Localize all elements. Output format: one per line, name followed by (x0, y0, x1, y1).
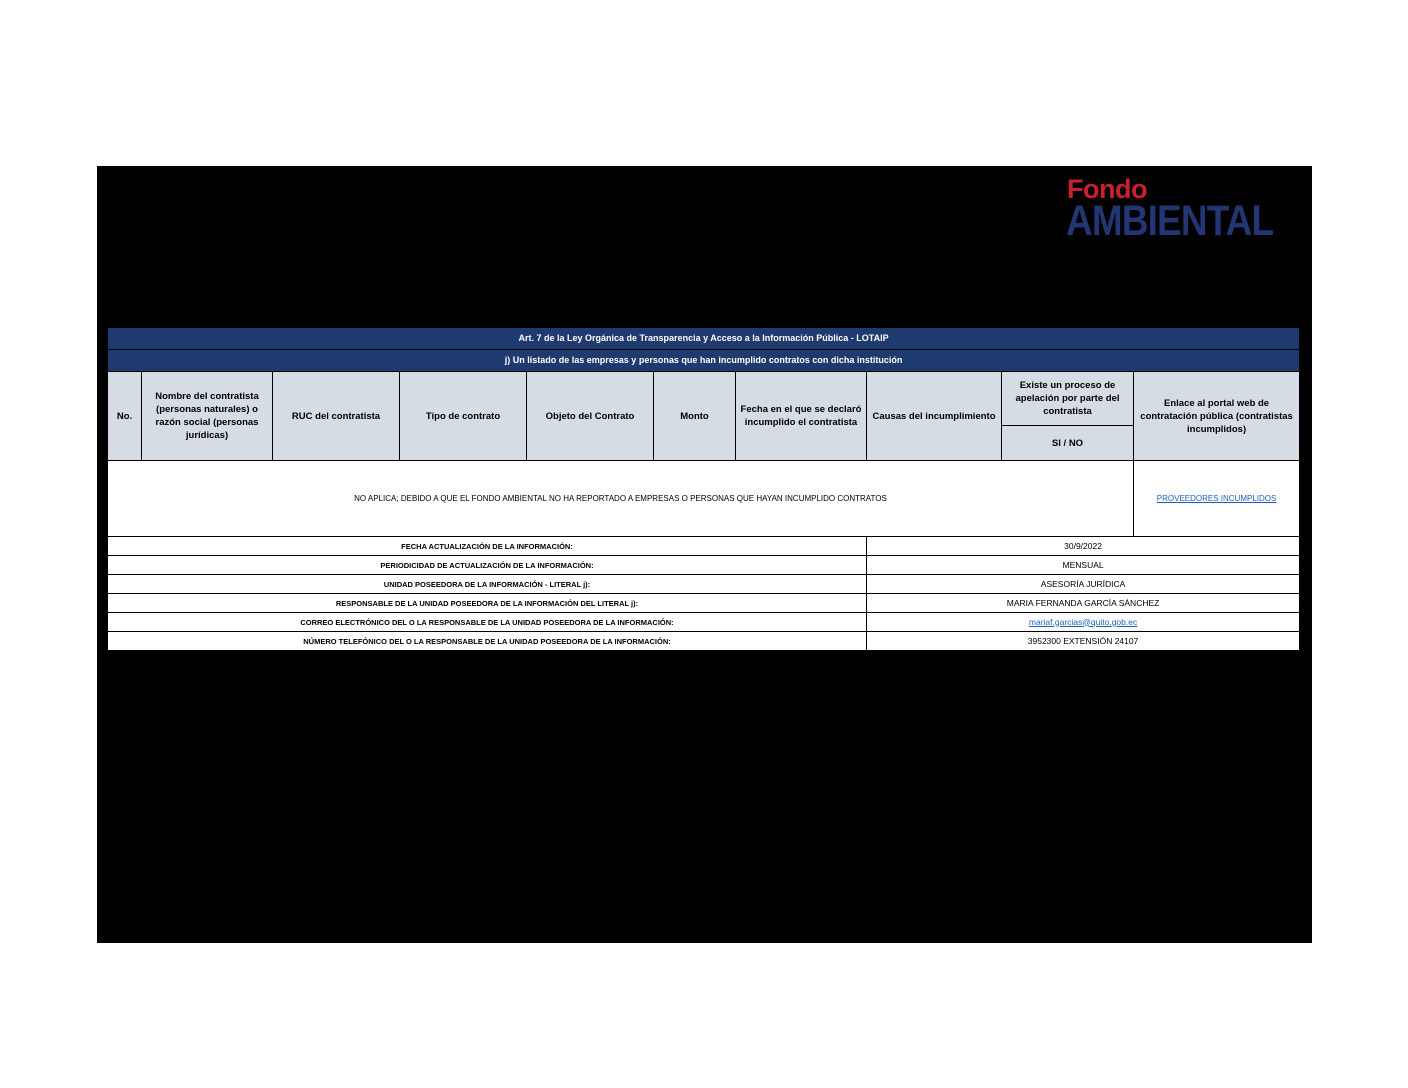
col-header-no: No. (108, 372, 142, 461)
logo-line-ambiental: AMBIENTAL (1066, 197, 1274, 245)
info-row-fecha (108, 537, 1300, 556)
info-label: CORREO ELECTRÓNICO DEL O LA RESPONSABLE DE LA UNIDAD POSEEDORA DE LA INFORMACIÓN: (108, 613, 867, 632)
col-header-nombre: Nombre del contratista (personas naturales) o razón social (personas jurídicas) (142, 372, 273, 461)
info-row-telefono (108, 632, 1300, 651)
col-header-si-no: SI / NO (1002, 426, 1134, 461)
col-header-fecha: Fecha en el que se declaró incumplido el contratista (736, 372, 867, 461)
col-header-objeto: Objeto del Contrato (527, 372, 654, 461)
col-header-causas: Causas del incumplimiento (867, 372, 1002, 461)
info-label: FECHA ACTUALIZACIÓN DE LA INFORMACIÓN: (108, 537, 867, 556)
info-row-responsable (108, 594, 1300, 613)
col-header-ruc: RUC del contratista (273, 372, 400, 461)
fondo-ambiental-logo (1066, 172, 1304, 244)
logo-line-fondo: Fondo (1067, 174, 1147, 204)
info-value: MENSUAL (867, 556, 1300, 575)
banner-title: Art. 7 de la Ley Orgánica de Transparencia y Acceso a la Información Pública - LOTAIP (108, 328, 1300, 350)
info-label: NÚMERO TELEFÓNICO DEL O LA RESPONSABLE DE LA UNIDAD POSEEDORA DE LA INFORMACIÓN: (108, 632, 867, 651)
col-header-tipo: Tipo de contrato (400, 372, 527, 461)
info-value: 30/9/2022 (867, 537, 1300, 556)
info-value: ASESORÍA JURÍDICA (867, 575, 1300, 594)
col-header-enlace: Enlace al portal web de contratación pública (contratistas incumplidos) (1134, 372, 1300, 461)
info-label: RESPONSABLE DE LA UNIDAD POSEEDORA DE LA INFORMACIÓN DEL LITERAL j): (108, 594, 867, 613)
col-header-apelacion: Existe un proceso de apelación por parte del contratista (1002, 372, 1134, 426)
banner-subtitle: j) Un listado de las empresas y personas que han incumplido contratos con dicha institución (108, 350, 1300, 372)
proveedores-incumplidos-link[interactable]: PROVEEDORES INCUMPLIDOS (1134, 461, 1300, 537)
info-value: 3952300 EXTENSIÓN 24107 (867, 632, 1300, 651)
info-label: UNIDAD POSEEDORA DE LA INFORMACIÓN - LITERAL j): (108, 575, 867, 594)
header-row (108, 372, 1300, 426)
col-header-monto: Monto (654, 372, 736, 461)
banner-title-row (108, 328, 1300, 350)
info-value: MARIA FERNANDA GARCÍA SÁNCHEZ (867, 594, 1300, 613)
table-row (108, 461, 1300, 537)
info-label: PERIODICIDAD DE ACTUALIZACIÓN DE LA INFORMACIÓN: (108, 556, 867, 575)
email-link[interactable]: mariaf.garcias@quito.gob.ec (867, 613, 1300, 632)
info-row-periodicidad (108, 556, 1300, 575)
info-row-correo (108, 613, 1300, 632)
info-row-unidad (108, 575, 1300, 594)
banner-subtitle-row (108, 350, 1300, 372)
no-aplica-note: NO APLICA; DEBIDO A QUE EL FONDO AMBIENTAL NO HA REPORTADO A EMPRESAS O PERSONAS QUE HAYAN INCUMPLIDO CONTRATOS (108, 461, 1134, 537)
lotaip-table (107, 327, 1300, 651)
